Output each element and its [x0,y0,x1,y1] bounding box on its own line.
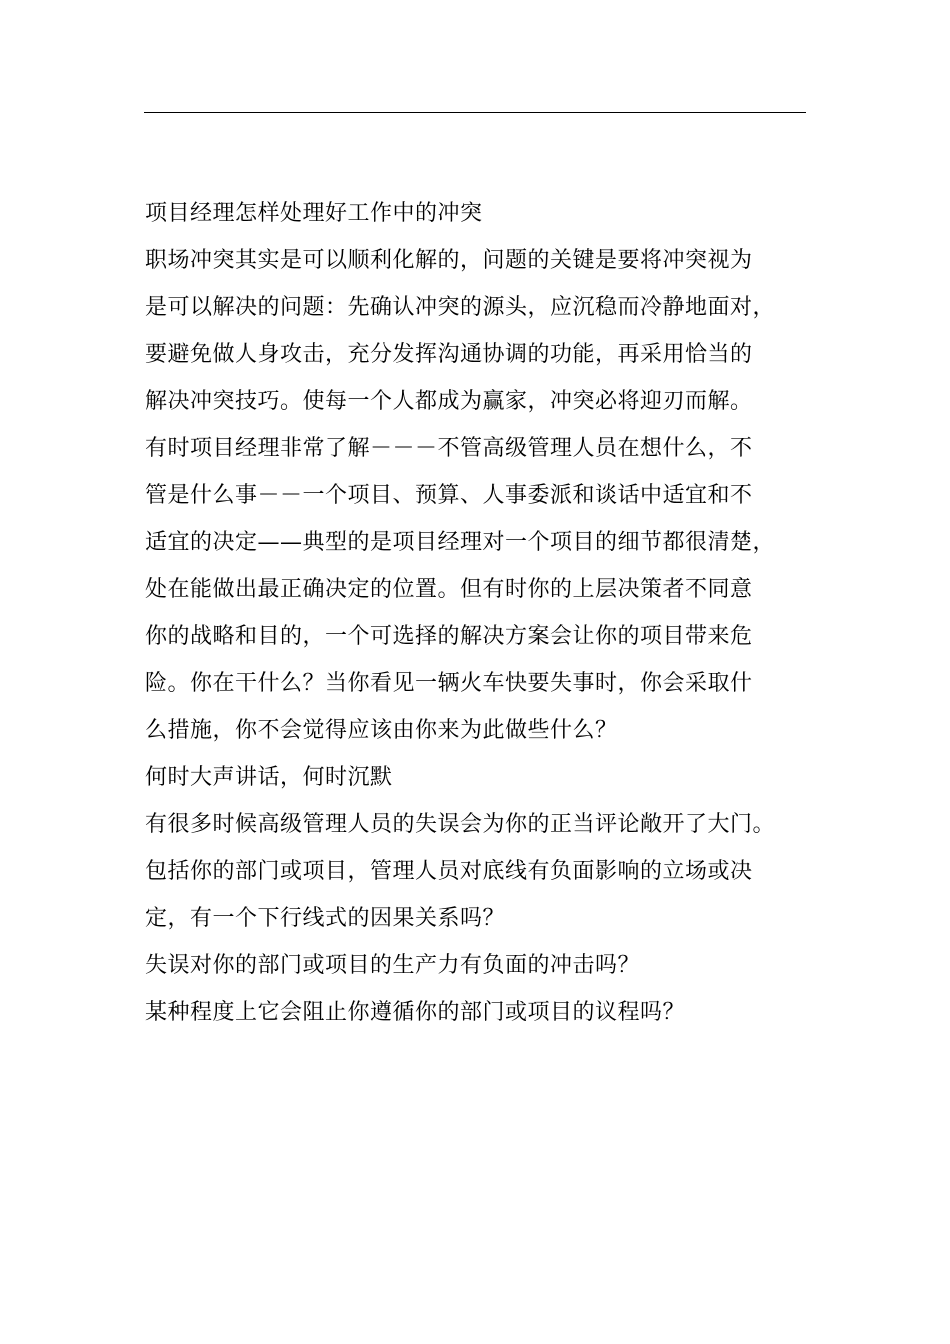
paragraph-line: 你的战略和目的，一个可选择的解决方案会让你的项目带来危 [145,624,753,649]
section-title: 项目经理怎样处理好工作中的冲突 [145,201,483,226]
question-line: 失误对你的部门或项目的生产力有负面的冲击吗？ [145,953,641,978]
paragraph-line: 适宜的决定——典型的是项目经理对一个项目的细节都很清楚， [145,530,776,555]
paragraph-line: 职场冲突其实是可以顺利化解的，问题的关键是要将冲突视为 [145,248,753,273]
paragraph-line: 处在能做出最正确决定的位置。但有时你的上层决策者不同意 [145,577,753,602]
paragraph-line: 包括你的部门或项目，管理人员对底线有负面影响的立场或决 [145,859,753,884]
paragraph-line: 要避免做人身攻击，充分发挥沟通协调的功能，再采用恰当的 [145,342,753,367]
paragraph-line: 有时项目经理非常了解－－－不管高级管理人员在想什么，不 [145,436,753,461]
paragraph-line: 是可以解决的问题：先确认冲突的源头，应沉稳而冷静地面对， [145,295,776,320]
paragraph-line: 解决冲突技巧。使每一个人都成为赢家，冲突必将迎刃而解。 [145,389,753,414]
paragraph-line: 么措施，你不会觉得应该由你来为此做些什么？ [145,718,618,743]
document-body [145,190,810,1036]
section-heading: 何时大声讲话，何时沉默 [145,765,393,790]
paragraph-line: 有很多时候高级管理人员的失误会为你的正当评论敞开了大门。 [145,812,776,837]
header-rule [144,112,806,113]
paragraph-line: 险。你在干什么？当你看见一辆火车快要失事时，你会采取什 [145,671,753,696]
question-line: 某种程度上它会阻止你遵循你的部门或项目的议程吗？ [145,1000,686,1025]
paragraph-line: 定，有一个下行线式的因果关系吗？ [145,906,506,931]
paragraph-line: 管是什么事－－一个项目、预算、人事委派和谈话中适宜和不 [145,483,753,508]
